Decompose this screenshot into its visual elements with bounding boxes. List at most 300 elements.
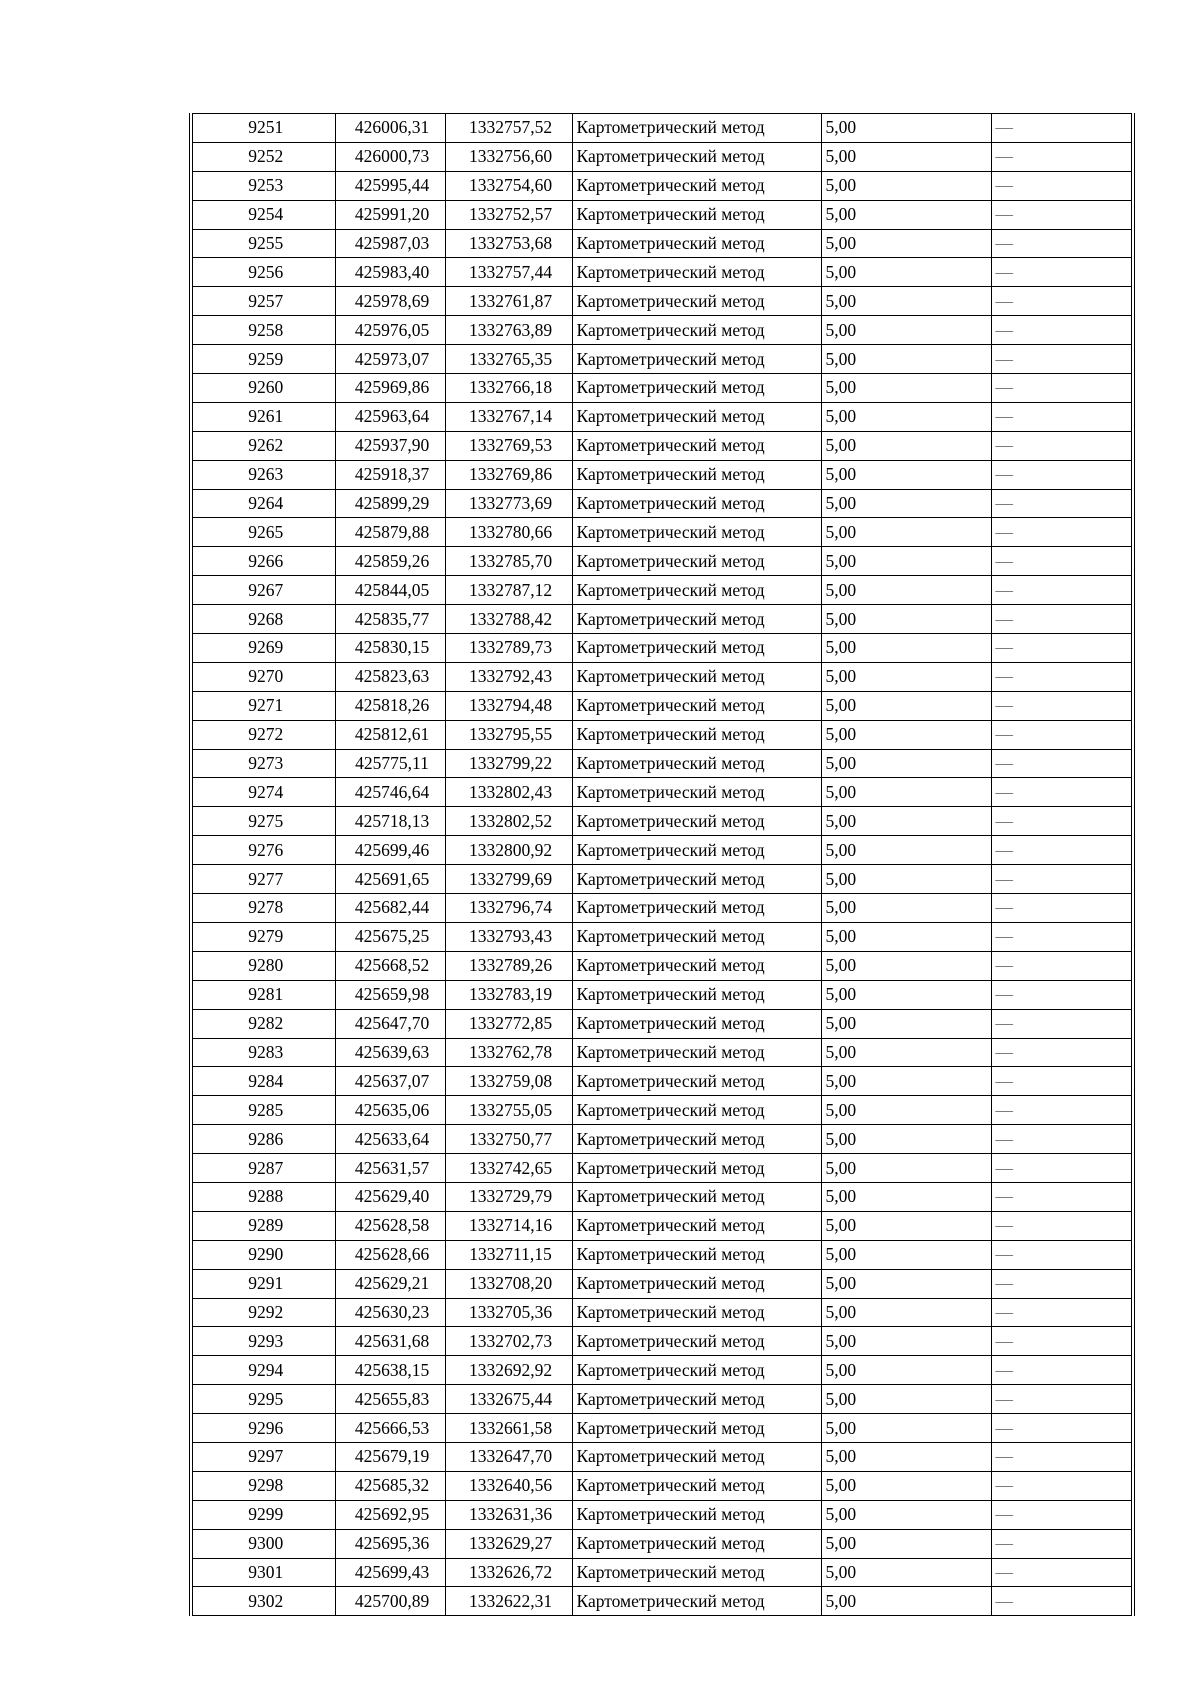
accuracy-cell: 5,00 <box>821 605 991 634</box>
table-row <box>191 114 1133 143</box>
method-cell: Картометрический метод <box>572 576 821 605</box>
note-cell: — <box>991 1558 1133 1587</box>
y-coordinate-cell: 1332629,27 <box>445 1529 572 1558</box>
y-coordinate-cell: 1332640,56 <box>445 1471 572 1500</box>
note-cell: — <box>991 778 1133 807</box>
note-cell: — <box>991 489 1133 518</box>
table-row <box>191 1211 1133 1240</box>
accuracy-cell: 5,00 <box>821 576 991 605</box>
note-cell: — <box>991 229 1133 258</box>
point-number-cell: 9285 <box>191 1096 335 1125</box>
method-cell: Картометрический метод <box>572 1211 821 1240</box>
accuracy-cell: 5,00 <box>821 894 991 923</box>
y-coordinate-cell: 1332753,68 <box>445 229 572 258</box>
method-cell: Картометрический метод <box>572 720 821 749</box>
accuracy-cell: 5,00 <box>821 1442 991 1471</box>
accuracy-cell: 5,00 <box>821 142 991 171</box>
y-coordinate-cell: 1332787,12 <box>445 576 572 605</box>
x-coordinate-cell: 425812,61 <box>335 720 445 749</box>
note-cell: — <box>991 1385 1133 1414</box>
accuracy-cell: 5,00 <box>821 778 991 807</box>
x-coordinate-cell: 425692,95 <box>335 1500 445 1529</box>
method-cell: Картометрический метод <box>572 980 821 1009</box>
x-coordinate-cell: 425823,63 <box>335 662 445 691</box>
y-coordinate-cell: 1332799,22 <box>445 749 572 778</box>
y-coordinate-cell: 1332742,65 <box>445 1154 572 1183</box>
point-number-cell: 9266 <box>191 547 335 576</box>
accuracy-cell: 5,00 <box>821 547 991 576</box>
note-cell: — <box>991 894 1133 923</box>
y-coordinate-cell: 1332792,43 <box>445 662 572 691</box>
accuracy-cell: 5,00 <box>821 171 991 200</box>
point-number-cell: 9292 <box>191 1298 335 1327</box>
accuracy-cell: 5,00 <box>821 1182 991 1211</box>
method-cell: Картометрический метод <box>572 200 821 229</box>
method-cell: Картометрический метод <box>572 287 821 316</box>
table-row <box>191 1500 1133 1529</box>
y-coordinate-cell: 1332780,66 <box>445 518 572 547</box>
point-number-cell: 9278 <box>191 894 335 923</box>
note-cell: — <box>991 345 1133 374</box>
y-coordinate-cell: 1332793,43 <box>445 922 572 951</box>
note-cell: — <box>991 922 1133 951</box>
point-number-cell: 9264 <box>191 489 335 518</box>
x-coordinate-cell: 425718,13 <box>335 807 445 836</box>
table-row <box>191 980 1133 1009</box>
method-cell: Картометрический метод <box>572 460 821 489</box>
y-coordinate-cell: 1332675,44 <box>445 1385 572 1414</box>
accuracy-cell: 5,00 <box>821 749 991 778</box>
point-number-cell: 9271 <box>191 691 335 720</box>
x-coordinate-cell: 425969,86 <box>335 374 445 403</box>
method-cell: Картометрический метод <box>572 1327 821 1356</box>
accuracy-cell: 5,00 <box>821 807 991 836</box>
table-row <box>191 258 1133 287</box>
x-coordinate-cell: 425973,07 <box>335 345 445 374</box>
x-coordinate-cell: 425682,44 <box>335 894 445 923</box>
y-coordinate-cell: 1332799,69 <box>445 865 572 894</box>
table-row <box>191 345 1133 374</box>
method-cell: Картометрический метод <box>572 1182 821 1211</box>
table-row <box>191 1240 1133 1269</box>
point-number-cell: 9255 <box>191 229 335 258</box>
method-cell: Картометрический метод <box>572 1269 821 1298</box>
point-number-cell: 9269 <box>191 634 335 663</box>
table-row <box>191 1529 1133 1558</box>
method-cell: Картометрический метод <box>572 1009 821 1038</box>
accuracy-cell: 5,00 <box>821 691 991 720</box>
accuracy-cell: 5,00 <box>821 1414 991 1443</box>
note-cell: — <box>991 1327 1133 1356</box>
method-cell: Картометрический метод <box>572 1240 821 1269</box>
x-coordinate-cell: 425638,15 <box>335 1356 445 1385</box>
method-cell: Картометрический метод <box>572 894 821 923</box>
point-number-cell: 9284 <box>191 1067 335 1096</box>
method-cell: Картометрический метод <box>572 662 821 691</box>
table-row <box>191 1269 1133 1298</box>
table-row <box>191 720 1133 749</box>
y-coordinate-cell: 1332765,35 <box>445 345 572 374</box>
method-cell: Картометрический метод <box>572 316 821 345</box>
point-number-cell: 9270 <box>191 662 335 691</box>
table-row <box>191 460 1133 489</box>
x-coordinate-cell: 425628,66 <box>335 1240 445 1269</box>
method-cell: Картометрический метод <box>572 749 821 778</box>
note-cell: — <box>991 142 1133 171</box>
accuracy-cell: 5,00 <box>821 489 991 518</box>
accuracy-cell: 5,00 <box>821 922 991 951</box>
y-coordinate-cell: 1332626,72 <box>445 1558 572 1587</box>
accuracy-cell: 5,00 <box>821 1327 991 1356</box>
table-row <box>191 951 1133 980</box>
point-number-cell: 9291 <box>191 1269 335 1298</box>
note-cell: — <box>991 980 1133 1009</box>
point-number-cell: 9279 <box>191 922 335 951</box>
table-row <box>191 1471 1133 1500</box>
y-coordinate-cell: 1332795,55 <box>445 720 572 749</box>
point-number-cell: 9296 <box>191 1414 335 1443</box>
method-cell: Картометрический метод <box>572 1587 821 1616</box>
table-row <box>191 807 1133 836</box>
table-row <box>191 691 1133 720</box>
coordinates-table <box>189 113 1135 1616</box>
y-coordinate-cell: 1332788,42 <box>445 605 572 634</box>
x-coordinate-cell: 425775,11 <box>335 749 445 778</box>
y-coordinate-cell: 1332708,20 <box>445 1269 572 1298</box>
method-cell: Картометрический метод <box>572 836 821 865</box>
note-cell: — <box>991 865 1133 894</box>
method-cell: Картометрический метод <box>572 1442 821 1471</box>
point-number-cell: 9265 <box>191 518 335 547</box>
point-number-cell: 9297 <box>191 1442 335 1471</box>
point-number-cell: 9295 <box>191 1385 335 1414</box>
point-number-cell: 9252 <box>191 142 335 171</box>
method-cell: Картометрический метод <box>572 489 821 518</box>
table-row <box>191 229 1133 258</box>
table-row <box>191 1298 1133 1327</box>
method-cell: Картометрический метод <box>572 142 821 171</box>
point-number-cell: 9257 <box>191 287 335 316</box>
x-coordinate-cell: 425647,70 <box>335 1009 445 1038</box>
note-cell: — <box>991 402 1133 431</box>
y-coordinate-cell: 1332796,74 <box>445 894 572 923</box>
method-cell: Картометрический метод <box>572 634 821 663</box>
point-number-cell: 9251 <box>191 114 335 143</box>
accuracy-cell: 5,00 <box>821 258 991 287</box>
table-row <box>191 634 1133 663</box>
accuracy-cell: 5,00 <box>821 287 991 316</box>
point-number-cell: 9280 <box>191 951 335 980</box>
method-cell: Картометрический метод <box>572 431 821 460</box>
y-coordinate-cell: 1332789,26 <box>445 951 572 980</box>
note-cell: — <box>991 662 1133 691</box>
x-coordinate-cell: 425746,64 <box>335 778 445 807</box>
y-coordinate-cell: 1332759,08 <box>445 1067 572 1096</box>
y-coordinate-cell: 1332647,70 <box>445 1442 572 1471</box>
accuracy-cell: 5,00 <box>821 402 991 431</box>
point-number-cell: 9293 <box>191 1327 335 1356</box>
note-cell: — <box>991 1414 1133 1443</box>
accuracy-cell: 5,00 <box>821 1269 991 1298</box>
note-cell: — <box>991 518 1133 547</box>
table-row <box>191 778 1133 807</box>
table-row <box>191 922 1133 951</box>
table-row <box>191 1067 1133 1096</box>
accuracy-cell: 5,00 <box>821 200 991 229</box>
x-coordinate-cell: 426006,31 <box>335 114 445 143</box>
table-row <box>191 1558 1133 1587</box>
x-coordinate-cell: 425976,05 <box>335 316 445 345</box>
note-cell: — <box>991 720 1133 749</box>
note-cell: — <box>991 316 1133 345</box>
x-coordinate-cell: 425978,69 <box>335 287 445 316</box>
point-number-cell: 9298 <box>191 1471 335 1500</box>
method-cell: Картометрический метод <box>572 865 821 894</box>
y-coordinate-cell: 1332769,86 <box>445 460 572 489</box>
table-row <box>191 1038 1133 1067</box>
point-number-cell: 9276 <box>191 836 335 865</box>
method-cell: Картометрический метод <box>572 1356 821 1385</box>
y-coordinate-cell: 1332705,36 <box>445 1298 572 1327</box>
note-cell: — <box>991 1067 1133 1096</box>
y-coordinate-cell: 1332755,05 <box>445 1096 572 1125</box>
method-cell: Картометрический метод <box>572 605 821 634</box>
table-row <box>191 576 1133 605</box>
method-cell: Картометрический метод <box>572 1038 821 1067</box>
table-row <box>191 1327 1133 1356</box>
note-cell: — <box>991 1442 1133 1471</box>
x-coordinate-cell: 425691,65 <box>335 865 445 894</box>
note-cell: — <box>991 1471 1133 1500</box>
table-row <box>191 1414 1133 1443</box>
table-row <box>191 1587 1133 1616</box>
y-coordinate-cell: 1332750,77 <box>445 1125 572 1154</box>
table-row <box>191 1009 1133 1038</box>
method-cell: Картометрический метод <box>572 951 821 980</box>
note-cell: — <box>991 836 1133 865</box>
accuracy-cell: 5,00 <box>821 1038 991 1067</box>
x-coordinate-cell: 425659,98 <box>335 980 445 1009</box>
point-number-cell: 9300 <box>191 1529 335 1558</box>
accuracy-cell: 5,00 <box>821 1009 991 1038</box>
x-coordinate-cell: 425699,46 <box>335 836 445 865</box>
accuracy-cell: 5,00 <box>821 1587 991 1616</box>
x-coordinate-cell: 425859,26 <box>335 547 445 576</box>
accuracy-cell: 5,00 <box>821 345 991 374</box>
coordinates-table-body <box>191 114 1133 1616</box>
y-coordinate-cell: 1332631,36 <box>445 1500 572 1529</box>
x-coordinate-cell: 425918,37 <box>335 460 445 489</box>
x-coordinate-cell: 425655,83 <box>335 1385 445 1414</box>
x-coordinate-cell: 425631,68 <box>335 1327 445 1356</box>
note-cell: — <box>991 258 1133 287</box>
note-cell: — <box>991 171 1133 200</box>
x-coordinate-cell: 425983,40 <box>335 258 445 287</box>
accuracy-cell: 5,00 <box>821 460 991 489</box>
point-number-cell: 9259 <box>191 345 335 374</box>
x-coordinate-cell: 425629,40 <box>335 1182 445 1211</box>
y-coordinate-cell: 1332729,79 <box>445 1182 572 1211</box>
x-coordinate-cell: 425937,90 <box>335 431 445 460</box>
point-number-cell: 9260 <box>191 374 335 403</box>
method-cell: Картометрический метод <box>572 1154 821 1183</box>
method-cell: Картометрический метод <box>572 1067 821 1096</box>
y-coordinate-cell: 1332773,69 <box>445 489 572 518</box>
x-coordinate-cell: 425629,21 <box>335 1269 445 1298</box>
y-coordinate-cell: 1332714,16 <box>445 1211 572 1240</box>
method-cell: Картометрический метод <box>572 114 821 143</box>
method-cell: Картометрический метод <box>572 171 821 200</box>
table-row <box>191 1154 1133 1183</box>
note-cell: — <box>991 460 1133 489</box>
note-cell: — <box>991 1240 1133 1269</box>
method-cell: Картометрический метод <box>572 691 821 720</box>
table-row <box>191 836 1133 865</box>
point-number-cell: 9277 <box>191 865 335 894</box>
x-coordinate-cell: 425818,26 <box>335 691 445 720</box>
note-cell: — <box>991 1500 1133 1529</box>
x-coordinate-cell: 425963,64 <box>335 402 445 431</box>
point-number-cell: 9288 <box>191 1182 335 1211</box>
point-number-cell: 9294 <box>191 1356 335 1385</box>
method-cell: Картометрический метод <box>572 229 821 258</box>
table-row <box>191 200 1133 229</box>
x-coordinate-cell: 425987,03 <box>335 229 445 258</box>
table-row <box>191 489 1133 518</box>
point-number-cell: 9299 <box>191 1500 335 1529</box>
table-row <box>191 431 1133 460</box>
point-number-cell: 9262 <box>191 431 335 460</box>
point-number-cell: 9267 <box>191 576 335 605</box>
method-cell: Картометрический метод <box>572 807 821 836</box>
y-coordinate-cell: 1332763,89 <box>445 316 572 345</box>
method-cell: Картометрический метод <box>572 518 821 547</box>
accuracy-cell: 5,00 <box>821 1558 991 1587</box>
method-cell: Картометрический метод <box>572 922 821 951</box>
y-coordinate-cell: 1332800,92 <box>445 836 572 865</box>
note-cell: — <box>991 749 1133 778</box>
point-number-cell: 9258 <box>191 316 335 345</box>
point-number-cell: 9302 <box>191 1587 335 1616</box>
y-coordinate-cell: 1332783,19 <box>445 980 572 1009</box>
x-coordinate-cell: 425879,88 <box>335 518 445 547</box>
table-row <box>191 171 1133 200</box>
method-cell: Картометрический метод <box>572 1471 821 1500</box>
y-coordinate-cell: 1332692,92 <box>445 1356 572 1385</box>
accuracy-cell: 5,00 <box>821 518 991 547</box>
note-cell: — <box>991 1356 1133 1385</box>
y-coordinate-cell: 1332766,18 <box>445 374 572 403</box>
point-number-cell: 9263 <box>191 460 335 489</box>
method-cell: Картометрический метод <box>572 1414 821 1443</box>
accuracy-cell: 5,00 <box>821 720 991 749</box>
x-coordinate-cell: 425668,52 <box>335 951 445 980</box>
table-row <box>191 1442 1133 1471</box>
accuracy-cell: 5,00 <box>821 980 991 1009</box>
x-coordinate-cell: 425679,19 <box>335 1442 445 1471</box>
note-cell: — <box>991 691 1133 720</box>
table-row <box>191 1356 1133 1385</box>
y-coordinate-cell: 1332661,58 <box>445 1414 572 1443</box>
x-coordinate-cell: 425699,43 <box>335 1558 445 1587</box>
table-row <box>191 894 1133 923</box>
table-row <box>191 1096 1133 1125</box>
y-coordinate-cell: 1332754,60 <box>445 171 572 200</box>
table-row <box>191 142 1133 171</box>
note-cell: — <box>991 1529 1133 1558</box>
note-cell: — <box>991 1182 1133 1211</box>
y-coordinate-cell: 1332622,31 <box>445 1587 572 1616</box>
y-coordinate-cell: 1332802,43 <box>445 778 572 807</box>
note-cell: — <box>991 1125 1133 1154</box>
point-number-cell: 9275 <box>191 807 335 836</box>
note-cell: — <box>991 114 1133 143</box>
table-row <box>191 316 1133 345</box>
table-row <box>191 1385 1133 1414</box>
accuracy-cell: 5,00 <box>821 374 991 403</box>
table-row <box>191 865 1133 894</box>
point-number-cell: 9256 <box>191 258 335 287</box>
accuracy-cell: 5,00 <box>821 634 991 663</box>
note-cell: — <box>991 1009 1133 1038</box>
y-coordinate-cell: 1332752,57 <box>445 200 572 229</box>
y-coordinate-cell: 1332769,53 <box>445 431 572 460</box>
x-coordinate-cell: 425844,05 <box>335 576 445 605</box>
note-cell: — <box>991 1038 1133 1067</box>
table-row <box>191 287 1133 316</box>
note-cell: — <box>991 1269 1133 1298</box>
method-cell: Картометрический метод <box>572 345 821 374</box>
accuracy-cell: 5,00 <box>821 865 991 894</box>
point-number-cell: 9282 <box>191 1009 335 1038</box>
note-cell: — <box>991 547 1133 576</box>
note-cell: — <box>991 576 1133 605</box>
note-cell: — <box>991 287 1133 316</box>
table-row <box>191 518 1133 547</box>
accuracy-cell: 5,00 <box>821 114 991 143</box>
x-coordinate-cell: 425685,32 <box>335 1471 445 1500</box>
point-number-cell: 9289 <box>191 1211 335 1240</box>
method-cell: Картометрический метод <box>572 1298 821 1327</box>
method-cell: Картометрический метод <box>572 778 821 807</box>
x-coordinate-cell: 425631,57 <box>335 1154 445 1183</box>
y-coordinate-cell: 1332757,44 <box>445 258 572 287</box>
x-coordinate-cell: 425995,44 <box>335 171 445 200</box>
accuracy-cell: 5,00 <box>821 836 991 865</box>
point-number-cell: 9253 <box>191 171 335 200</box>
method-cell: Картометрический метод <box>572 1096 821 1125</box>
point-number-cell: 9274 <box>191 778 335 807</box>
method-cell: Картометрический метод <box>572 1385 821 1414</box>
accuracy-cell: 5,00 <box>821 1500 991 1529</box>
point-number-cell: 9272 <box>191 720 335 749</box>
accuracy-cell: 5,00 <box>821 1067 991 1096</box>
x-coordinate-cell: 425637,07 <box>335 1067 445 1096</box>
note-cell: — <box>991 634 1133 663</box>
note-cell: — <box>991 1298 1133 1327</box>
accuracy-cell: 5,00 <box>821 662 991 691</box>
y-coordinate-cell: 1332711,15 <box>445 1240 572 1269</box>
y-coordinate-cell: 1332772,85 <box>445 1009 572 1038</box>
accuracy-cell: 5,00 <box>821 1125 991 1154</box>
y-coordinate-cell: 1332767,14 <box>445 402 572 431</box>
point-number-cell: 9286 <box>191 1125 335 1154</box>
accuracy-cell: 5,00 <box>821 1096 991 1125</box>
x-coordinate-cell: 425628,58 <box>335 1211 445 1240</box>
x-coordinate-cell: 425633,64 <box>335 1125 445 1154</box>
accuracy-cell: 5,00 <box>821 1154 991 1183</box>
note-cell: — <box>991 1587 1133 1616</box>
